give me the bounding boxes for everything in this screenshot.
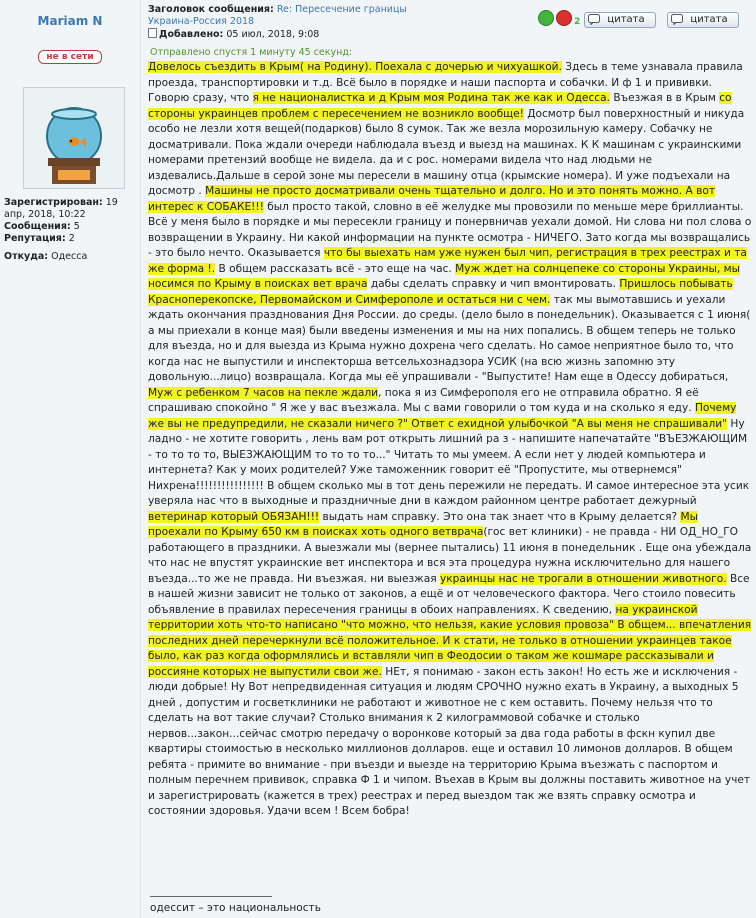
multi-quote-button-label: цитата [690,14,728,25]
registered-info [4,197,138,221]
post-text: В общем рассказать всё - это еще на час. [215,262,456,275]
quote-button[interactable] [584,12,656,28]
status-badge: не в сети [38,50,102,64]
rep-count: 2 [574,17,581,27]
post-text: выдать нам справку. Это она так знает что в Крыму делается? [319,510,681,523]
highlighted-text: я не националистка и д Крым моя Родина так же как и Одесса. [252,92,610,104]
highlighted-text: что бы выехать нам уже нужен был чип, регистрация в трех реестрах и та же форма !. [148,247,747,275]
quote-icon [588,14,600,25]
post-subject [148,4,438,28]
post-text: Въезжая в в Крым [609,92,720,104]
highlighted-text: ветеринар который ОБЯЗАН!!! [148,510,320,523]
post-text: Все в нашей жизни зависит не только от законов, а ещё и от человеческого фактора. Чего стоило повесить объявление в правилах пересечения границы в обоих направлениях. К сведению, [148,572,750,616]
post-text: так мы вымотавшись и уехали ждать окончания празднования Дня России. до среды. (дело было в понедельник). Оказывается с 1 июня( а мы приехали в конце мая) были введены изменения и мы на них попались. В общем теперь не только для въезда, но и для выезда из Крыма нужно дохрена чего сделать. Но самое неприятное было то, что когда нас не выпустили и инспекторша ветсельхознадзора УСИК (на всю жизнь запомню эту довольную...лицо) возвращала. Когда мы её упрашивали - "Выпустите! Нам еще в Одессу добираться, [148,293,751,383]
post-paragraph [148,60,753,820]
highlighted-text: Пришлось побывать Красноперекопске, Первомайском и Симферополе и остаться ни с чем. [148,278,733,306]
added-value: 05 июл, 2018, 9:08 [226,29,320,40]
post-body [148,60,753,820]
posts-label: Сообщения: [4,221,71,232]
registered-label: Зарегистрирован: [4,197,103,208]
multi-quote-button[interactable] [667,12,739,28]
reputation-value: 2 [68,233,75,244]
post-date [148,28,319,41]
post-text: Ну ладно - не хотите говорить , лень вам рот открыть лишний ра з - напишите напечатайте "ВЪЕЗЖАЮЩИМ - то то то то, ВЫЕЗЖАЮЩИМ то то то то..." Читать то мы умеем. А если нет у людей компьютера и интернета? Как у моих родителей? Уже таможенник говорит её "Пропустите, мы отвернемся" Нихрена!!!!!!!!!!!!!!!! В общем сколько мы в тот день пережили не передать. И самое интересное эта усик уверяла нас что в выходные и праздничные дни в каждом районном центре работает дежурный [148,417,750,507]
location-label: Откуда: [4,251,49,262]
highlighted-text: Мы проехали по Крыму 650 км в поисках хоть одного ветврача [148,510,698,538]
post-text: (гос вет клиники) - не правда - НИ ОД_НО_ГО работающего в праздники. А выезжали мы (вернее пытались) 11 июня в понедельник . Еще она убеждала что нас не впустят украинские вет инспектора и вся эта процедура нужна исключительно для нашего въезда...то же не правда. Ни въезжая. ни выезжая [148,526,752,585]
highlighted-text: украинцы нас не трогали в отношении животного. [439,572,727,585]
sent-note: Отправлено спустя 1 минуту 45 секунд: [150,47,353,58]
added-label: Добавлено: [159,29,224,40]
avatar [23,87,125,189]
highlighted-text: Муж ждет на солнцепеке со стороны Украины, мы носимся по Крыму в поисках вет врача [148,262,741,290]
author-username[interactable]: Mariam N [37,14,103,28]
plus-rep-icon[interactable] [538,10,554,26]
highlighted-text: со стороны украинцев проблем с пересечением не возникло вообще! [148,92,732,120]
highlighted-text: на украинской территории хоть что-то написано "что можно, что нельзя, какие условия провоза" В общем... впечатления последних дней перечеркнули всё положительное. И к стати, не только в отношении украинцев такое было, как раз когда оформлялись и вставляли чип в Феодосии о таком же кошмаре рассказывали и россияне которых не выпустили свои же. [148,603,752,678]
highlighted-text: Довелось съездить в Крым( на Родину). Поехала с дочерью и чихуашкой. [148,61,562,73]
posts-info [4,221,138,233]
highlighted-text: Почему же вы не предупредили, не сказали ничего ?" Ответ с ехидной улыбочкой "А вы меня не спрашивали" [148,402,737,430]
post-text: Досмотр был поверхностный и никуда особо не лезли хотя вещей(подарков) было 8 сумок. Так же везла морозильную камеру. Собачку не досматривали. Пока ждали очереди наблюдала въезд и выезд на машинах. К К машинам с украинскими номерами претензий вообще не видела. да и с рос. номерами видела что над людьми не издевались.Дальше в серой зоне мы пересели в машину отца (крымские номера). И уже подъехали на досмотр . [148,107,745,197]
document-icon [148,28,157,38]
post-panel [144,0,754,918]
post-text: НЕт, я понимаю - закон есть закон! Но есть же и исключения - люди добрые! Ну Вот непредвиденная ситуация и людям СРОЧНО нужно ехать в Украину, а выходных 5 дней , допустим и госветклиники не работают и животное не с кем оставить. Почему нельзя что то сделать на вот такие случаи? Столько внимания к 2 килограммовой собачке и столько нервов...закон...сейчас смотрю передачу о воронкове который за два года работы в фскн купил две квартиры стоимостью в несколько миллионов долларов. еще и оставил 10 лимонов долларов. В общем ребята - примите во внимание - при въезди и выезде на территорию Крыма въезжать с паспортом и полным перечнем прививок, справка Ф 1 и чипом. Въехав в Крым вы должны поставить животное на учет и зарегистрировать (кажется в трех) реестрах и перед выездом так же взять справку осмотра и состоянии здоровья. Удачи всем ! Всем бобра! [148,665,751,817]
reputation-label: Репутация: [4,233,66,244]
post-text: дабы сделать справку и чип вмонтировать. [367,278,620,290]
reputation-info [4,233,138,245]
post-text: , пока я из Симферополя его не отправила обратно. Я её спрашиваю спокойно " Я же у вас въезжала. Мы с вами говорили о том куда и на сколько я еду. [148,386,699,414]
avatar-fishbowl-icon [24,88,124,188]
quote-icon [671,14,683,25]
signature: одессит – это национальность [150,902,321,914]
quote-button-label: цитата [607,14,645,25]
author-panel [0,0,141,918]
highlighted-text: Муж с ребенком 7 часов на пекле ждали [148,386,379,399]
registered-value: 19 апр, 2018, 10:22 [4,197,118,220]
highlighted-text: Машины не просто досматривали очень тщательно и долго. Но и это понять можно. А вот интерес к СОБАКЕ!!! [148,185,716,213]
signature-divider [150,896,272,897]
location-value: Одесса [51,251,88,262]
subject-label: Заголовок сообщения: [148,4,274,15]
post-text: был просто такой, словно в её желудке мы провозили по меньше мере бриллианты. Всё у меня было в порядке и мы пересекли границу и понервничав уехали домой. Ни слова ни пол слова о возвращении в Украину. Ни какой информации на пункте осмотра - НИЧЕГО. Зато когда мы возвращались - это было нечто. Оказывается [148,200,752,259]
subject-link[interactable]: Re: Пересечение границы Украина-Россия 2018 [148,4,407,27]
location-info [4,251,138,263]
posts-value: 5 [73,221,80,232]
post-text: Здесь в теме узнавала правила проезда, транспортировки и т.д. Всё было в порядке и наши паспорта и собачки. И ф 1 и прививки. Говорю сразу, что [148,61,743,104]
minus-rep-icon[interactable] [556,10,572,26]
